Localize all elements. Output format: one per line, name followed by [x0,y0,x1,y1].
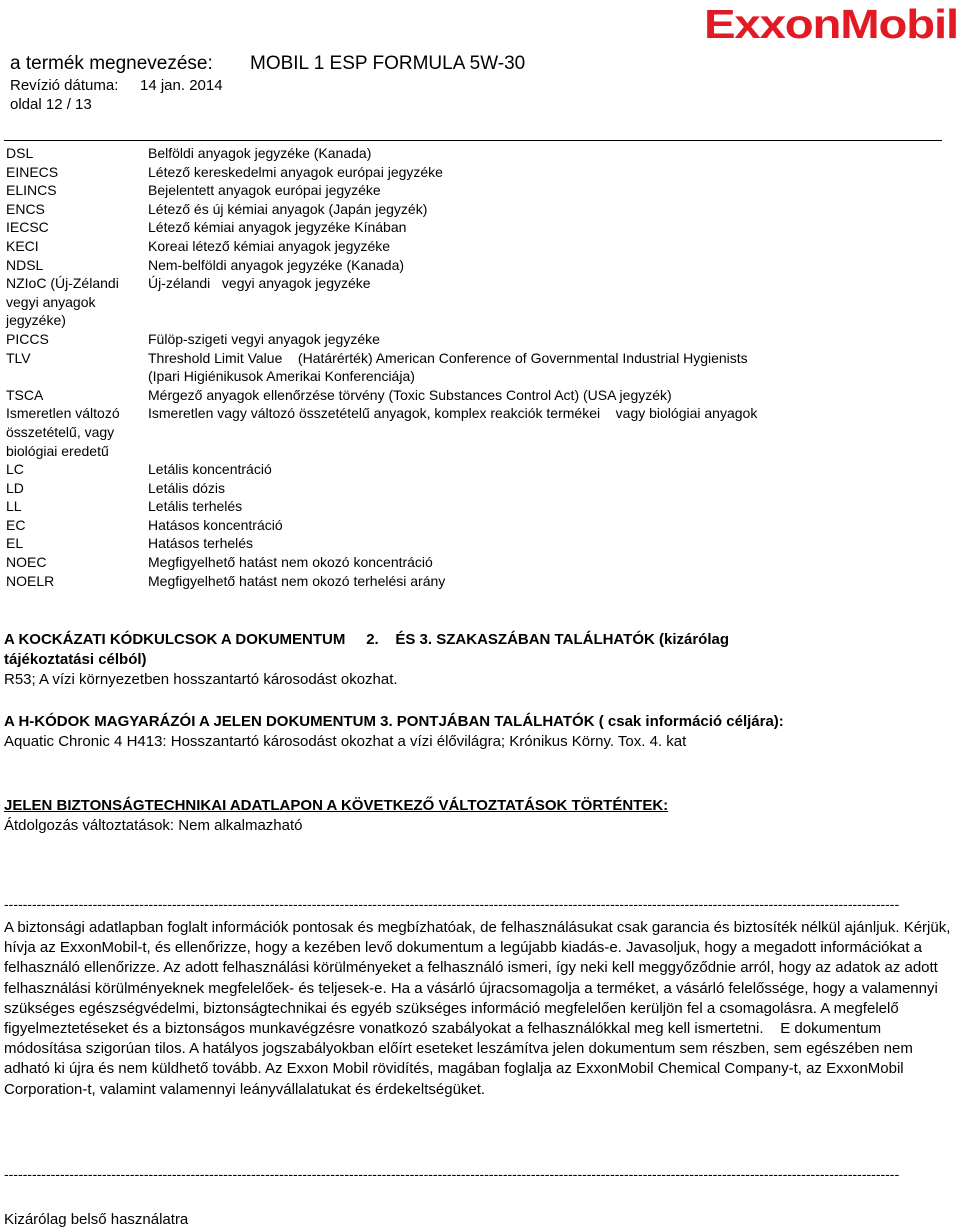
abbreviation-row [6,497,956,516]
abbreviation-row [6,218,956,237]
abbreviation-term: PICCS [6,330,49,347]
abbreviation-definition: Bejelentett anyagok európai jegyzéke [148,182,381,199]
abbreviation-term: NZIoC (Új-Zélandi [6,275,119,292]
abbreviation-definition: Létező kereskedelmi anyagok európai jegyzéke [148,163,443,180]
abbreviation-row [6,330,956,349]
abbreviation-definition: Belföldi anyagok jegyzéke (Kanada) [148,145,372,161]
abbreviation-term: NOEC [6,554,47,571]
abbreviation-definition: Megfigyelhető hatást nem okozó koncentráció [148,554,433,571]
abbreviation-definition: Új-zélandi vegyi anyagok jegyzéke [148,275,371,292]
svg-text:ExxonMobil: ExxonMobil [704,2,958,46]
abbreviation-definition: Fülöp-szigeti vegyi anyagok jegyzéke [148,330,380,347]
abbreviation-definition: Létező és új kémiai anyagok (Japán jegyzék) [148,200,428,217]
product-line [10,53,525,75]
abbreviation-row [6,367,956,386]
risk-codes-section [4,630,956,690]
abbreviation-row [6,553,956,572]
abbreviation-definition: Hatásos koncentráció [148,516,283,533]
abbreviation-term: LD [6,479,24,496]
abbreviation-definition: Threshold Limit Value (Határérték) American Conference of Governmental Industrial Hygienists [148,349,748,366]
footer-text: Kizárólag belső használatra [4,1211,189,1228]
abbreviation-term: NOELR [6,572,55,589]
abbreviation-row [6,479,956,498]
abbreviation-term: vegyi anyagok [6,293,96,310]
abbreviation-row [6,181,956,200]
abbreviation-term: ELINCS [6,182,57,199]
changes-text: Átdolgozás változtatások: Nem alkalmazható [4,817,303,834]
abbreviation-term: DSL [6,145,34,161]
revision-line [10,77,223,95]
abbreviation-row [6,144,956,163]
abbreviation-definition: Nem-belföldi anyagok jegyzéke (Kanada) [148,256,405,273]
product-name: MOBIL 1 ESP FORMULA 5W-30 [250,53,526,74]
abbreviation-row [6,442,956,461]
risk-codes-text: R53; A vízi környezetben hosszantartó károsodást okozhat. [4,671,398,688]
abbreviation-row [6,293,956,312]
abbreviation-definition: Mérgező anyagok ellenőrzése törvény (Toxic Substances Control Act) (USA jegyzék) [148,386,672,403]
header-rule [4,140,942,141]
abbreviation-definition: Hatásos terhelés [148,535,254,552]
changes-heading: JELEN BIZTONSÁGTECHNIKAI ADATLAPON A KÖVETKEZŐ VÁLTOZTATÁSOK TÖRTÉNTEK: [4,797,669,814]
abbreviation-row [6,460,956,479]
abbreviation-term: biológiai eredetű [6,442,109,459]
abbreviation-definition: Létező kémiai anyagok jegyzéke Kínában [148,219,407,236]
abbreviation-term: EL [6,535,24,552]
abbreviation-row [6,163,956,182]
abbreviation-definition: Letális dózis [148,479,226,496]
abbreviation-row [6,200,956,219]
abbreviation-term: TLV [6,349,31,366]
abbreviation-definition: Letális koncentráció [148,461,272,478]
abbreviation-term: ENCS [6,200,45,217]
abbreviation-list [6,144,956,590]
abbreviation-definition: Ismeretlen vagy változó összetételű anyagok, komplex reakciók termékei vagy biológiai anyagok [148,405,758,422]
h-codes-text: Aquatic Chronic 4 H413: Hosszantartó károsodást okozhat a vízi élővilágra; Krónikus Körny. Tox. 4. kat [4,733,687,750]
abbreviation-term: összetételű, vagy [6,423,115,440]
abbreviation-term: TSCA [6,386,44,403]
changes-section [4,796,956,836]
abbreviation-term: LC [6,461,24,478]
abbreviation-term: NDSL [6,256,44,273]
exxonmobil-logo [704,2,960,46]
abbreviation-term [6,367,148,386]
abbreviation-row [6,386,956,405]
abbreviation-definition: Koreai létező kémiai anyagok jegyzéke [148,237,391,254]
abbreviation-definition: Megfigyelhető hatást nem okozó terhelési arány [148,572,446,589]
abbreviation-definition [148,442,956,461]
abbreviation-term: EC [6,516,26,533]
abbreviation-term: IECSC [6,219,49,236]
abbreviation-row [6,349,956,368]
abbreviation-row [6,237,956,256]
abbreviation-row [6,256,956,275]
abbreviation-term: EINECS [6,163,59,180]
revision-label: Revízió dátuma: [10,77,119,94]
abbreviation-term: KECI [6,237,39,254]
abbreviation-row [6,423,956,442]
document-header [0,0,960,130]
abbreviation-row [6,404,956,423]
abbreviation-term: jegyzéke) [6,312,66,329]
product-label: a termék megnevezése: [10,53,213,74]
h-codes-heading: A H-KÓDOK MAGYARÁZÓI A JELEN DOKUMENTUM 3. PONTJÁBAN TALÁLHATÓK ( csak információ céljára): [4,713,784,730]
h-codes-section [4,712,956,752]
abbreviation-definition [148,293,956,312]
abbreviation-row [6,534,956,553]
abbreviation-definition [148,311,956,330]
page-info: oldal 12 / 13 [10,96,92,113]
abbreviation-term: LL [6,498,22,515]
abbreviation-definition: (Ipari Higiénikusok Amerikai Konferenciája) [148,368,415,385]
abbreviation-term: Ismeretlen változó [6,405,120,422]
abbreviation-definition [148,423,956,442]
risk-codes-heading-line1: A KOCKÁZATI KÓDKULCSOK A DOKUMENTUM 2. ÉS 3. SZAKASZÁBAN TALÁLHATÓK (kizárólag [4,631,730,648]
separator-bottom: ------------------------------------------------------------------------------------------------------------------------------------------------------------------------------------------------ [4,1166,900,1182]
abbreviation-row [6,572,956,591]
risk-codes-heading-line2: tájékoztatási célból) [4,651,147,668]
abbreviation-row [6,516,956,535]
abbreviation-definition: Letális terhelés [148,498,243,515]
revision-date: 14 jan. 2014 [140,77,223,94]
abbreviation-row [6,274,956,293]
disclaimer-text: A biztonsági adatlapban foglalt információk pontosak és megbízhatóak, de felhasználásukat csak garancia és biztosíték nélkül ajánljuk. Kérjük, hívja az ExxonMobil-t, és ellenőrizze, hogy a kezében levő dokumentum a legújabb kiadás-e. Javasoljuk, hogy a megadott információkat a felhasználó ellenőrizze. Az adott felhasználási körülményeket a felhasználó ismeri, így neki kell meggyőződnie arról, hogy az adatok az adott felhasználási körülményeknek megfelelőek- és teljesek-e. Ha a vásárló újracsomagolja a terméket, a vásárló felelőssége, hogy a valamennyi szükséges egészségvédelmi, biztonságtechnikai és egyéb szükséges információ megfelelően kerüljön fel a csomagolásra. A megfelelő figyelmeztetéseket és a biztonságos munkavégzésre vonatkozó szabályokat a felhasználókkal meg kell ismertetni. E dokumentum módosítása szigorúan tilos. A hatályos jogszabályokban előírt eseteket leszámítva jelen dokumentum sem részben, sem egészében nem adható ki újra és nem küldhető tovább. Az Exxon Mobil rövidítés, magában foglalja az ExxonMobil Chemical Company-t, az ExxonMobil Corporation-t, valamint valamennyi leányvállalatukat és érdekeltségüket. [4,919,955,1098]
abbreviation-row [6,311,956,330]
separator-top: ------------------------------------------------------------------------------------------------------------------------------------------------------------------------------------------------ [4,896,900,912]
